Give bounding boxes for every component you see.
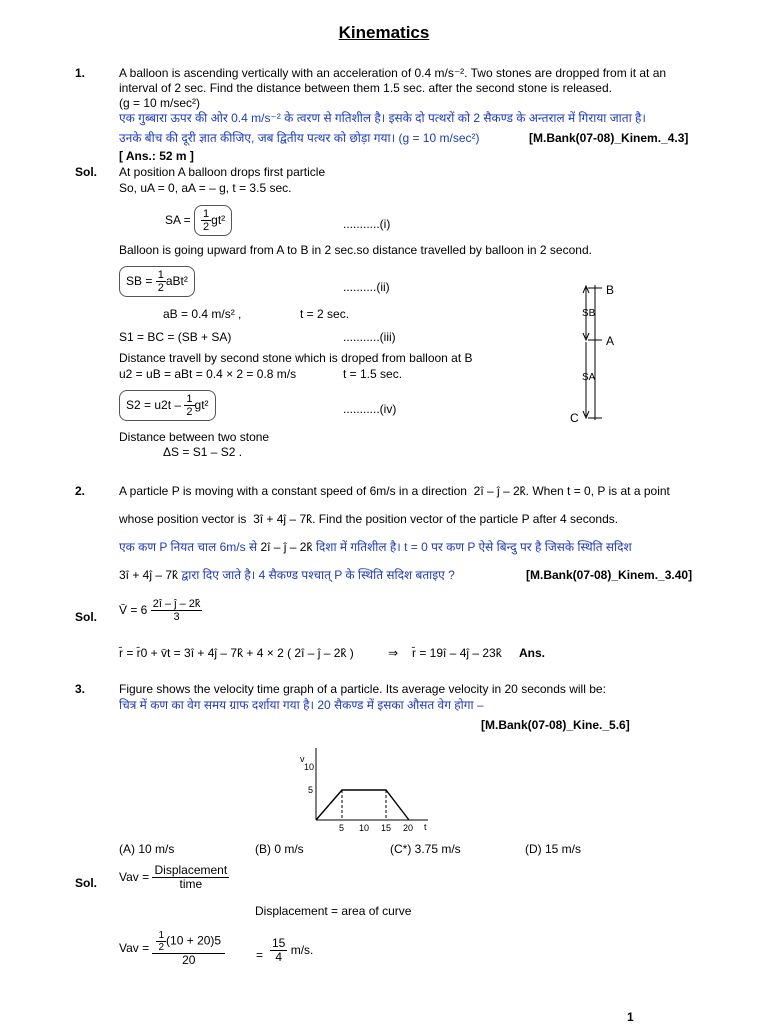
graph-ytick-5: 5 <box>308 785 314 795</box>
sol2-velocity-eq: V̄ = 6 $\frac{2î - ĵ - 2k̂}{3}$ <box>119 598 201 624</box>
q1-line-2: interval of 2 sec. Find the distance between them 1.5 sec. after the second stone is released. <box>119 81 612 95</box>
eq1-tag: ...........(i) <box>343 217 391 231</box>
graph-ytick-10: 10 <box>304 762 315 772</box>
sol1-equation-4 <box>119 390 216 421</box>
diagram-label-a: A <box>606 334 615 348</box>
q1-reference: [M.Bank(07-08)_Kinem._4.3] <box>529 131 689 145</box>
sol1-line-4b: t = 2 sec. <box>300 307 350 321</box>
diagram-label-sb: SB <box>582 308 596 319</box>
implies-arrow-icon: ⇒ <box>388 646 399 660</box>
question-number-3: 3. <box>75 682 86 696</box>
eq2-tag: ..........(ii) <box>343 280 390 294</box>
q3-option-d: (D) 15 m/s <box>525 842 582 856</box>
sol1-line-4a: aB = 0.4 m/s² , <box>163 307 242 321</box>
q1-hindi-2: उनके बीच की दूरी ज्ञात कीजिए, जब द्वितीय पत्थर को छोड़ा गया। (g = 10 m/sec²) <box>119 131 480 145</box>
solution-label-1: Sol. <box>75 165 98 179</box>
sol1-line-1: At position A balloon drops first particle <box>119 165 326 179</box>
question-number-2: 2. <box>75 484 86 498</box>
sol1-line-3: Balloon is going upward from A to B in 2 sec.so distance travelled by balloon in 2 second. <box>119 243 592 257</box>
q1-line-3: (g = 10 m/sec²) <box>119 96 201 110</box>
graph-x-label: t <box>424 822 427 832</box>
eq1-fraction: $\frac{1}{2}$ <box>203 208 210 234</box>
eq4-tag: ...........(iv) <box>343 402 397 416</box>
sol1-line-7a: u2 = uB = aBt = 0.4 × 2 = 0.8 m/s <box>119 367 297 381</box>
sol2-velocity-fraction: $\frac{2î - ĵ - 2k̂}{3}$ <box>152 598 201 624</box>
sol3-result: $\frac{15}{4}$ m/s. <box>272 936 314 965</box>
balloon-diagram <box>560 280 640 430</box>
q2-line-2: whose position vector is 3î + 4ĵ – 7k̂. Find the position vector of the particle P after 4 seconds. <box>119 512 619 526</box>
graph-xtick-5: 5 <box>339 823 345 833</box>
page-title: Kinematics <box>338 23 430 42</box>
diagram-label-sa: SA <box>582 372 596 383</box>
sol3-vav2-fraction: $\frac{1}{2}$ (10 + 20)5 20 <box>152 930 225 967</box>
solution-label-2: Sol. <box>75 610 98 624</box>
q3-option-c: (C*) 3.75 m/s <box>390 842 461 856</box>
graph-curve <box>316 790 409 820</box>
q1-line-1: A balloon is ascending vertically with an acceleration of 0.4 m/s⁻². Two stones are dropped from it at an <box>119 66 667 80</box>
graph-y-label: v <box>300 754 305 764</box>
sol2-position-eq: r̄ = r̄0 + v̄t = 3î + 4ĵ – 7k̂ + 4 × 2 ( 2î – ĵ – 2k̂ ) <box>119 646 354 660</box>
q2-hindi-1: एक कण P नियत चाल 6m/s से 2î – ĵ – 2k̂ दिशा में गतिशील है। t = 0 पर कण P ऐसे बिन्दु पर है जिसके स्थिति सदिश <box>119 540 632 554</box>
eq2-fraction: $\frac{1}{2}$ <box>157 269 164 295</box>
solution-label-3: Sol. <box>75 876 98 890</box>
page-number: 1 <box>627 1010 634 1024</box>
velocity-time-graph <box>296 744 436 836</box>
eq4-fraction: $\frac{1}{2}$ <box>186 393 193 419</box>
sol1-equation-2 <box>119 266 195 297</box>
sol3-vav-eq-2: Vav = $\frac{1}{2}$ (10 + 20)5 20 <box>119 930 225 967</box>
q3-option-b: (B) 0 m/s <box>255 842 304 856</box>
eq2-paren: SB = $\frac{1}{2}$ aBt² <box>119 266 195 297</box>
q3-option-a: (A) 10 m/s <box>119 842 175 856</box>
sol1-line-9: ΔS = S1 – S2 . <box>163 445 243 459</box>
sol1-line-6: Distance travell by second stone which is droped from balloon at B <box>119 351 473 365</box>
question-number-1: 1. <box>75 66 86 80</box>
sol1-line-5: S1 = BC = (SB + SA) <box>119 330 232 344</box>
q3-hindi-1: चित्र में कण का वेग समय ग्राफ दर्शाया गया है। 20 सैकण्ड में इसका औसत वेग होगा – <box>119 698 484 712</box>
sol1-line-8: Distance between two stone <box>119 430 270 444</box>
q1-hindi-1: एक गुब्बारा ऊपर की ओर 0.4 m/s⁻² के त्वरण से गतिशील है। इसके दो पत्थरों को 2 सैकण्ड के अन्तराल में गिराया जाता है। <box>119 111 646 125</box>
sol3-displacement: Displacement = area of curve <box>255 904 412 918</box>
q2-hindi-2: 3î + 4ĵ – 7k̂ द्वारा दिए जाते है। 4 सैकण्ड पश्चात् P के स्थिति सदिश बताइए ? <box>119 568 455 582</box>
sol1-line-2: So, uA = 0, aA = – g, t = 3.5 sec. <box>119 181 292 195</box>
q2-line-1: A particle P is moving with a constant speed of 6m/s in a direction 2î – ĵ – 2k̂. When t = 0, P is at a point <box>119 484 670 498</box>
eq3-tag: ...........(iii) <box>343 330 396 344</box>
q3-reference: [M.Bank(07-08)_Kine._5.6] <box>481 718 630 732</box>
eq1-lhs: SA = <box>165 212 191 227</box>
sol3-vav-fraction: $\frac{\text{Displacement}}{\text{time}}$ <box>154 863 228 892</box>
sol3-equals: = <box>256 948 264 962</box>
graph-xtick-15: 15 <box>381 823 392 833</box>
q1-answer: [ Ans.: 52 m ] <box>119 149 194 163</box>
eq4-paren: S2 = u2t – $\frac{1}{2}$ gt² <box>119 390 216 421</box>
sol3-vav-eq-1: Vav = $\frac{\text{Displacement}}{\text{time}}$ <box>119 863 228 892</box>
eq1-paren: $\frac{1}{2}$ gt² <box>194 205 232 236</box>
diagram-label-c: C <box>570 411 579 425</box>
q2-direction-vector: 2î – ĵ – 2k̂ <box>473 484 526 498</box>
sol2-answer: Ans. <box>519 646 546 660</box>
graph-xtick-20: 20 <box>403 823 414 833</box>
diagram-label-b: B <box>606 283 615 297</box>
sol3-result-fraction: $\frac{15}{4}$ <box>272 936 286 965</box>
graph-xtick-10: 10 <box>359 823 370 833</box>
sol2-result: r̄ = 19î – 4ĵ – 23k̂ <box>412 646 502 660</box>
q2-reference: [M.Bank(07-08)_Kinem._3.40] <box>526 568 693 582</box>
sol1-line-7b: t = 1.5 sec. <box>343 367 403 381</box>
q2-position-vector: 3î + 4ĵ – 7k̂ <box>253 512 313 526</box>
sol1-equation-1 <box>165 205 232 236</box>
q3-line-1: Figure shows the velocity time graph of a particle. Its average velocity in 20 seconds will be: <box>119 682 606 696</box>
